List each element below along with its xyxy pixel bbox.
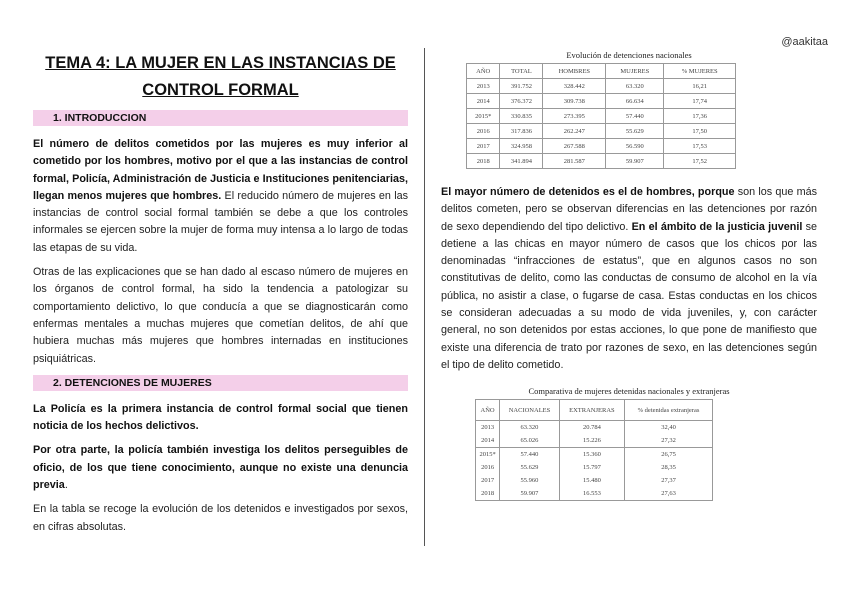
table-cell: 267.588: [543, 139, 606, 154]
table-cell: 2018: [476, 487, 500, 501]
table-row: [467, 139, 736, 154]
intro-paragraph-1: [33, 136, 408, 257]
table1-header-row: [467, 64, 736, 79]
table-cell: 17,74: [664, 94, 736, 109]
detenciones-bold-text: Por otra parte, la policía también investiga los delitos perseguibles de oficio, de los que tiene conocimiento, aunque no existe una denuncia previa: [33, 444, 408, 492]
table-cell: 317.836: [500, 124, 543, 139]
table2-header-cell: EXTRANJERAS: [559, 400, 624, 421]
table-cell: 2013: [467, 79, 500, 94]
right-regular-text-1: son los que más delitos cometen, pero se observan diferencias en las detenciones por razón de sexo dependiendo del tipo delictivo.: [441, 186, 817, 233]
table-row: [467, 109, 736, 124]
table-cell: 15.360: [559, 448, 624, 462]
table-cell: 2018: [467, 154, 500, 169]
table-cell: 59.907: [606, 154, 664, 169]
table-cell: 55.629: [500, 461, 560, 474]
table-cell: 17,50: [664, 124, 736, 139]
intro-paragraph-2: Otras de las explicaciones que se han dado al escaso número de mujeres en los órganos de control formal, ha sido la tendencia a patologizar su comportamiento delictivo, lo que conducía a que se diagnosticarán como enfermas mentales a muchas mujeres que cometían delitos, de ahí que hubiera muchas más mujeres que hombres internadas en instituciones psiquiátricas.: [33, 266, 408, 365]
table-cell: 20.784: [559, 421, 624, 435]
table-cell: 17,36: [664, 109, 736, 124]
table-cell: 27,63: [625, 487, 713, 501]
table-cell: 2016: [476, 461, 500, 474]
table-cell: 55.960: [500, 474, 560, 487]
table-row: [476, 434, 713, 448]
left-column: [33, 50, 408, 543]
table-cell: 16.553: [559, 487, 624, 501]
table1-header-cell: HOMBRES: [543, 64, 606, 79]
table2-header-cell: AÑO: [476, 400, 500, 421]
intro-regular-text: El reducido número de mujeres en las instancias de control social formal también se debe a que los controles informales se ejercen sobre la mujer de forma muy intensa a lo largo de todas las etapas de su vida.: [33, 189, 408, 254]
table-cell: 26,75: [625, 448, 713, 462]
table-row: [476, 474, 713, 487]
table-cell: 55.629: [606, 124, 664, 139]
table-cell: 57.440: [606, 109, 664, 124]
table-cell: 15.226: [559, 434, 624, 448]
table-cell: 2014: [476, 434, 500, 448]
table-cell: 328.442: [543, 79, 606, 94]
detenciones-nacionales-table: [466, 63, 736, 169]
table1-header-cell: TOTAL: [500, 64, 543, 79]
table-cell: 273.395: [543, 109, 606, 124]
table-cell: 17,52: [664, 154, 736, 169]
author-watermark: @aakitaa: [781, 36, 828, 48]
table1-header-cell: MUJERES: [606, 64, 664, 79]
table-cell: 66.634: [606, 94, 664, 109]
table-cell: 262.247: [543, 124, 606, 139]
table-cell: 63.320: [606, 79, 664, 94]
table-cell: 27,32: [625, 434, 713, 448]
table-cell: 56.590: [606, 139, 664, 154]
table-cell: 27,37: [625, 474, 713, 487]
table-cell: 17,53: [664, 139, 736, 154]
table-cell: 2017: [476, 474, 500, 487]
section-heading-introduccion: 1. INTRODUCCION: [33, 110, 408, 126]
table-row: [467, 124, 736, 139]
table-cell: 281.587: [543, 154, 606, 169]
table-row: [476, 448, 713, 462]
detenciones-period: .: [64, 479, 68, 492]
table-cell: 57.440: [500, 448, 560, 462]
table-cell: 2015*: [476, 448, 500, 462]
table2-caption: Comparativa de mujeres detenidas nacionales y extranjeras: [528, 386, 730, 397]
table1-caption: Evolución de detenciones nacionales: [566, 50, 692, 60]
table-cell: 2013: [476, 421, 500, 435]
table-row: [467, 154, 736, 169]
table-row: [476, 487, 713, 501]
table-cell: 2014: [467, 94, 500, 109]
table-cell: 15.797: [559, 461, 624, 474]
table1-header-cell: AÑO: [467, 64, 500, 79]
table-cell: 2015*: [467, 109, 500, 124]
table-cell: 16,21: [664, 79, 736, 94]
detenciones-paragraph-2: [33, 442, 408, 494]
table2-header-row: [476, 400, 713, 421]
table-row: [467, 79, 736, 94]
right-regular-text-2: se detiene a las chicas en mayor número de casos que los chicos por las denominadas “infracciones de estatus”, que en algunos casos no son constitutivas de delito, como las conductas de consumo de alcohol en la vía pública, no asistir a clase, o fugarse de casa. Estas conductas en los chicos se consideran adecuadas a su modo de vida juveniles, y, con carácter general, no son detenidos por estas acciones, lo que pone de manifiesto que existe una diferencia de trato por razones de sexo, en las detenciones según el tipo de delito cometido.: [441, 220, 817, 371]
right-paragraph: [441, 184, 817, 374]
table-cell: 59.907: [500, 487, 560, 501]
table2-header-cell: % detenidas extranjeras: [625, 400, 713, 421]
right-column: [441, 50, 817, 501]
table-cell: 391.752: [500, 79, 543, 94]
table-row: [467, 94, 736, 109]
comparativa-extranjeras-table: [475, 399, 713, 501]
detenciones-paragraph-3: En la tabla se recoge la evolución de los detenidos e investigados por sexos, en cifras absolutas.: [33, 503, 408, 533]
right-bold-text-1: El mayor número de detenidos es el de hombres, porque: [441, 186, 735, 198]
table-cell: 63.320: [500, 421, 560, 435]
table-row: [476, 461, 713, 474]
table-cell: 32,40: [625, 421, 713, 435]
table-cell: 376.372: [500, 94, 543, 109]
table-cell: 330.835: [500, 109, 543, 124]
detenciones-paragraph-1: La Policía es la primera instancia de control formal social que tienen noticia de los hechos delictivos.: [33, 402, 408, 433]
table-row: [476, 421, 713, 435]
table2-header-cell: NACIONALES: [500, 400, 560, 421]
table1-header-cell: % MUJERES: [664, 64, 736, 79]
table-cell: 28,35: [625, 461, 713, 474]
table-cell: 2017: [467, 139, 500, 154]
table-cell: 65.026: [500, 434, 560, 448]
table-cell: 324.958: [500, 139, 543, 154]
table-cell: 341.894: [500, 154, 543, 169]
right-bold-text-2: En el ámbito de la justicia juvenil: [631, 220, 803, 233]
page-title: TEMA 4: LA MUJER EN LAS INSTANCIAS DE CONTROL FORMAL: [45, 54, 396, 99]
column-divider: [424, 48, 425, 546]
table-cell: 15.480: [559, 474, 624, 487]
section-heading-detenciones: 2. DETENCIONES DE MUJERES: [33, 375, 408, 391]
table-cell: 2016: [467, 124, 500, 139]
intro-bold-text: El número de delitos cometidos por las mujeres es muy inferior al cometido por los hombres, motivo por el que a las instancias de control formal, Policía, Administración de Justicia e Instituciones penitenciarias, llegan menos mujeres que hombres.: [33, 138, 408, 202]
table-cell: 309.738: [543, 94, 606, 109]
